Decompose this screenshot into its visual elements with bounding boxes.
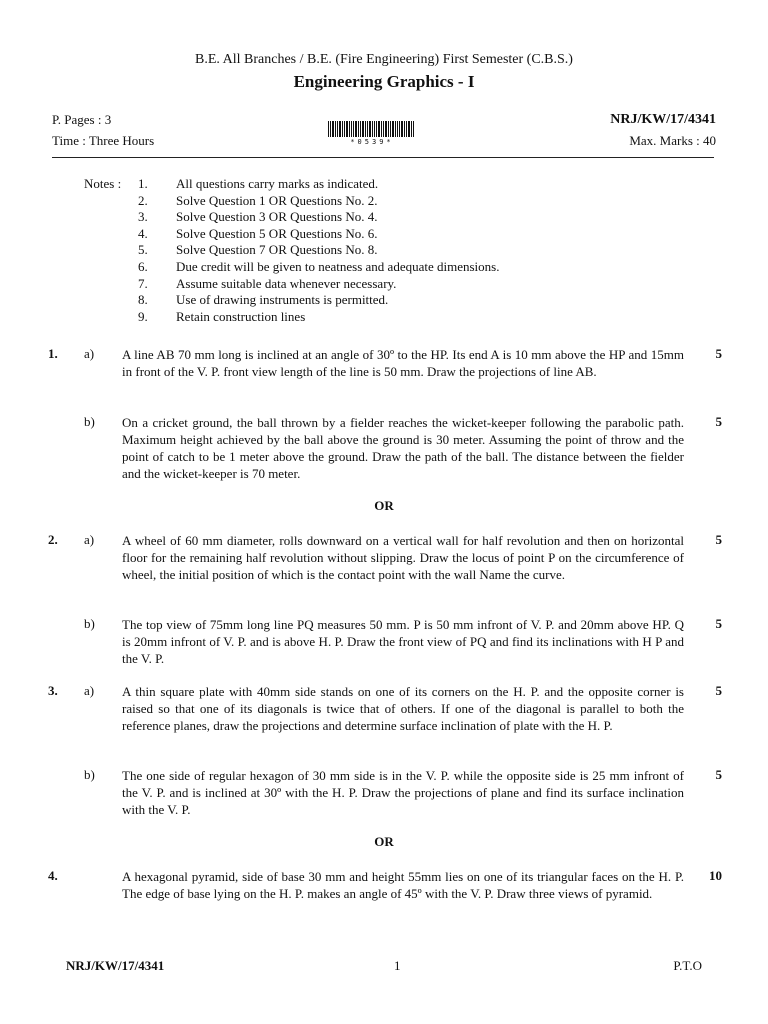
note-item: 5. Solve Question 7 OR Questions No. 8. [138, 242, 378, 258]
note-item: 6. Due credit will be given to neatness and adequate dimensions. [138, 258, 500, 274]
note-item: 8. Use of drawing instruments is permitted. [138, 292, 389, 308]
note-item: 1. All questions carry marks as indicated. [138, 176, 379, 191]
footer-code: NRJ/KW/17/4341 [66, 958, 165, 973]
max-marks: Max. Marks : 40 [629, 133, 716, 148]
header-divider [52, 157, 714, 158]
page-count: P. Pages : 3 [52, 112, 112, 127]
question-marks: 5 [715, 767, 722, 782]
paper-code: NRJ/KW/17/4341 [610, 112, 716, 127]
page-number: 1 [394, 958, 401, 973]
question-number: 3. [48, 683, 58, 698]
question-marks: 5 [715, 414, 722, 429]
question-text: A wheel of 60 mm diameter, rolls downward on a vertical wall for half revolution and then on horizontal floor for the remaining half revolution without slipping. Draw the locus of point P on the circumference of wheel, the initial position of which is the contact point with the wall Name the curve. [122, 533, 684, 582]
question-marks: 5 [715, 346, 722, 361]
barcode-text: *0539* [350, 138, 394, 146]
question-text: On a cricket ground, the ball thrown by a fielder reaches the wicket-keeper following the parabolic path. Maximum height achieved by the ball above the ground is 30 meter. Assuming the point of throw and the point of catch to be 1 meter above the ground. Draw the path of the ball. The distance between the fielder and the wicket-keeper is 70 meter. [122, 415, 684, 481]
or-divider: OR [374, 498, 394, 513]
question-number: 2. [48, 532, 58, 547]
question-part: b) [84, 616, 95, 631]
question-text: A line AB 70 mm long is inclined at an angle of 30º to the HP. Its end A is 10 mm above the HP and 15mm in front of the V. P. front view length of the line is 50 mm. Draw the projections of line AB. [122, 347, 684, 379]
question-number: 4. [48, 868, 58, 883]
note-item: 4. Solve Question 5 OR Questions No. 6. [138, 225, 378, 241]
question-part: a) [84, 346, 95, 361]
barcode-image [328, 121, 414, 137]
note-item: 9. Retain construction lines [138, 308, 306, 324]
note-item: 2. Solve Question 1 OR Questions No. 2. [138, 192, 378, 208]
exam-title: Engineering Graphics - I [293, 72, 475, 91]
pto-label: P.T.O [673, 958, 702, 973]
note-item: 3. Solve Question 3 OR Questions No. 4. [138, 209, 378, 225]
question-text: The top view of 75mm long line PQ measures 50 mm. P is 50 mm infront of V. P. and 20mm above HP. Q is 20mm infront of V. P. and is above H. P. Draw the front view of PQ and find its inclinations with H P and the V. P. [122, 617, 684, 666]
question-part: b) [84, 767, 95, 782]
question-part: a) [84, 683, 95, 698]
note-item: 7. Assume suitable data whenever necessary. [138, 275, 397, 291]
question-text: A thin square plate with 40mm side stands on one of its corners on the H. P. and the opposite corner is raised so that one of its diagonals is twice that of others. If one of the diagonal is parallel to both the reference planes, draw the projections and determine surface inclination of plate with the H. P. [122, 684, 684, 733]
question-marks: 10 [709, 868, 722, 883]
question-part: b) [84, 414, 95, 429]
question-text: The one side of regular hexagon of 30 mm side is in the V. P. while the opposite side is 25 mm infront of the V. P. and is inclined at 30º with the H. P. Draw the projections of plane and find its surface inclination with the V. P. [122, 768, 684, 817]
question-number: 1. [48, 346, 58, 361]
exam-time: Time : Three Hours [52, 133, 155, 148]
notes-list [138, 176, 499, 325]
question-marks: 5 [715, 532, 722, 547]
question-marks: 5 [715, 683, 722, 698]
or-divider: OR [374, 834, 394, 849]
question-marks: 5 [715, 616, 722, 631]
exam-subtitle: B.E. All Branches / B.E. (Fire Engineering) First Semester (C.B.S.) [195, 52, 573, 67]
notes-label: Notes : [84, 176, 122, 191]
question-text: A hexagonal pyramid, side of base 30 mm and height 55mm lies on one of its triangular faces on the H. P. The edge of base lying on the H. P. makes an angle of 45º with the V. P. Draw three views of pyramid. [122, 869, 684, 901]
question-part: a) [84, 532, 95, 547]
